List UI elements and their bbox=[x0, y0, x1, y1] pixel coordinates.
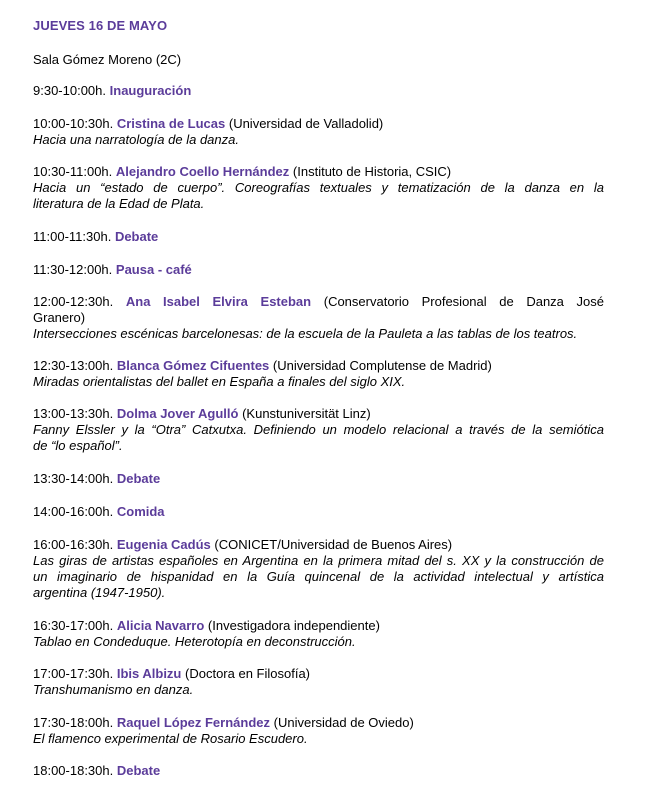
schedule-entry bbox=[33, 471, 604, 487]
entry-time: 18:00-18:30h. bbox=[33, 763, 114, 778]
talk-title: Miradas orientalistas del ballet en España a finales del siglo XIX. bbox=[33, 374, 406, 389]
schedule-entry bbox=[33, 666, 604, 698]
talk-title-continued: literatura de la Edad de Plata. bbox=[33, 196, 205, 211]
talk-title: Hacia una narratología de la danza. bbox=[33, 132, 239, 147]
speaker-affiliation: (Conservatorio Profesional de Danza José bbox=[323, 294, 604, 309]
schedule-entry bbox=[33, 83, 604, 99]
entry-time: 12:30-13:00h. bbox=[33, 358, 114, 373]
speaker-name: Ibis Albizu bbox=[116, 666, 182, 681]
schedule-entry bbox=[33, 262, 604, 278]
room-label: Sala Gómez Moreno (2C) bbox=[33, 52, 182, 67]
entry-time: 17:30-18:00h. bbox=[33, 715, 114, 730]
entry-time: 14:00-16:00h. bbox=[33, 504, 114, 519]
speaker-name: Alejandro Coello Hernández bbox=[115, 164, 290, 179]
speaker-affiliation: (Kunstuniversität Linz) bbox=[242, 406, 371, 421]
entry-name: Inauguración bbox=[109, 83, 192, 98]
entry-time: 10:00-10:30h. bbox=[33, 116, 114, 131]
day-heading: JUEVES 16 DE MAYO bbox=[33, 18, 168, 33]
entry-name: Debate bbox=[116, 471, 161, 486]
talk-title: Intersecciones escénicas barcelonesas: de la escuela de la Pauleta a las tablas de los teatros. bbox=[33, 326, 578, 341]
talk-title: El flamenco experimental de Rosario Escudero. bbox=[33, 731, 308, 746]
speaker-affiliation: (Instituto de Historia, CSIC) bbox=[292, 164, 452, 179]
entry-time: 9:30-10:00h. bbox=[33, 83, 107, 98]
entry-time: 17:00-17:30h. bbox=[33, 666, 114, 681]
speaker-name: Ana Isabel Elvira Esteban bbox=[125, 294, 312, 309]
entry-name: Debate bbox=[114, 229, 159, 244]
speaker-name: Raquel López Fernández bbox=[116, 715, 270, 730]
speaker-affiliation-continued: Granero) bbox=[33, 310, 86, 325]
schedule-entry bbox=[33, 229, 604, 245]
speaker-name: Alicia Navarro bbox=[116, 618, 205, 633]
schedule-entry bbox=[33, 537, 604, 601]
schedule-entry bbox=[33, 715, 604, 747]
entry-name: Pausa - café bbox=[115, 262, 192, 277]
entry-name: Comida bbox=[116, 504, 165, 519]
entry-time: 16:00-16:30h. bbox=[33, 537, 114, 552]
entry-name: Debate bbox=[116, 763, 161, 778]
talk-title: Transhumanismo en danza. bbox=[33, 682, 194, 697]
talk-title: Hacia un “estado de cuerpo”. Coreografías textuales y tematización de la danza en la bbox=[33, 180, 604, 195]
entry-time: 11:00-11:30h. bbox=[33, 229, 112, 244]
schedule-entry bbox=[33, 294, 604, 342]
schedule-entry bbox=[33, 406, 604, 454]
talk-title-continued: de “lo español”. bbox=[33, 438, 123, 453]
entry-time: 16:30-17:00h. bbox=[33, 618, 114, 633]
talk-title-continued: argentina (1947-1950). bbox=[33, 585, 166, 600]
speaker-name: Eugenia Cadús bbox=[116, 537, 211, 552]
speaker-affiliation: (CONICET/Universidad de Buenos Aires) bbox=[214, 537, 453, 552]
entry-time: 11:30-12:00h. bbox=[33, 262, 113, 277]
talk-title: Las giras de artistas españoles en Argentina en la primera mitad del s. XX y la construcción de bbox=[33, 553, 604, 568]
speaker-affiliation: (Universidad Complutense de Madrid) bbox=[272, 358, 492, 373]
schedule-entry bbox=[33, 116, 604, 148]
talk-title: Tablao en Condeduque. Heterotopía en deconstrucción. bbox=[33, 634, 356, 649]
speaker-affiliation: (Doctora en Filosofía) bbox=[185, 666, 311, 681]
talk-title: Fanny Elssler y la “Otra” Catxutxa. Definiendo un modelo relacional a través de la semiótica bbox=[33, 422, 604, 437]
entry-time: 12:00-12:30h. bbox=[33, 294, 114, 309]
entry-time: 10:30-11:00h. bbox=[33, 164, 113, 179]
schedule-entry bbox=[33, 763, 604, 779]
schedule-entry bbox=[33, 504, 604, 520]
schedule-entry bbox=[33, 358, 604, 390]
entry-time: 13:00-13:30h. bbox=[33, 406, 114, 421]
entry-time: 13:30-14:00h. bbox=[33, 471, 114, 486]
schedule-entry bbox=[33, 164, 604, 212]
speaker-affiliation: (Universidad de Oviedo) bbox=[273, 715, 414, 730]
speaker-affiliation: (Universidad de Valladolid) bbox=[228, 116, 384, 131]
speaker-name: Blanca Gómez Cifuentes bbox=[116, 358, 270, 373]
talk-title-continued: un imaginario de hispanidad en la Guía quincenal de la actividad intelectual y artística bbox=[33, 569, 604, 584]
schedule-entry bbox=[33, 618, 604, 650]
speaker-name: Cristina de Lucas bbox=[116, 116, 226, 131]
speaker-name: Dolma Jover Agulló bbox=[116, 406, 239, 421]
speaker-affiliation: (Investigadora independiente) bbox=[207, 618, 380, 633]
